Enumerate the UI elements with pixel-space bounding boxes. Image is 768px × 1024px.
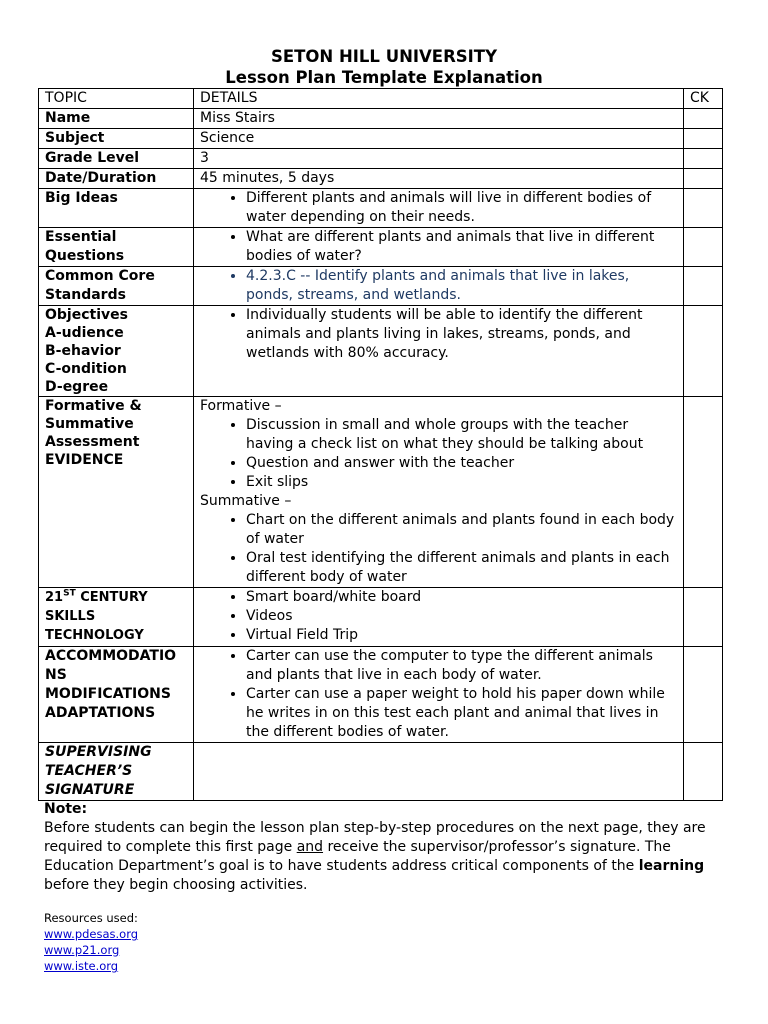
subject-value: Science	[194, 129, 684, 149]
label-line: Assessment	[45, 434, 140, 450]
list-item: • Carter can use a paper weight to hold his paper down while he writes in on this test each plant and animal that lives in the different bodies of water.	[246, 685, 677, 742]
list-item: • Carter can use the computer to type the different animals and plants that live in each body of water.	[246, 647, 677, 685]
duration-label: Date/Duration	[39, 169, 194, 189]
big-ideas-label: Big Ideas	[39, 189, 194, 228]
name-label: Name	[39, 109, 194, 129]
century-skills-ck	[684, 588, 723, 647]
list-item: • Discussion in small and whole groups with the teacher having a check list on what they should be talking about	[246, 416, 677, 454]
details-header: DETAILS	[194, 89, 684, 109]
accommodations-ck	[684, 647, 723, 743]
subject-ck	[684, 129, 723, 149]
label-line: TEACHER’S	[45, 763, 133, 779]
table-header-row	[39, 89, 723, 109]
name-value: Miss Stairs	[194, 109, 684, 129]
note-text-part: Before students can begin the lesson plan step-by-step procedures on the next page, they are required to complete this first page	[44, 820, 706, 855]
university-title: SETON HILL UNIVERSITY	[270, 47, 498, 66]
label-line: ACCOMMODATIO	[45, 648, 177, 664]
list-item: • Chart on the different animals and plants found in each body of water	[246, 511, 677, 549]
objectives-details	[194, 306, 684, 397]
century-skills-row	[39, 588, 723, 647]
subject-row	[39, 129, 723, 149]
ck-header: CK	[684, 89, 723, 109]
grade-label: Grade Level	[39, 149, 194, 169]
century-skills-details	[194, 588, 684, 647]
list-item: • Exit slips	[246, 473, 677, 492]
grade-row	[39, 149, 723, 169]
standards-label	[39, 267, 194, 306]
label-line: C-ondition	[45, 361, 127, 377]
duration-ck	[684, 169, 723, 189]
accommodations-row	[39, 647, 723, 743]
grade-value: 3	[194, 149, 684, 169]
name-ck	[684, 109, 723, 129]
essential-questions-row	[39, 228, 723, 267]
label-line: SUPERVISING	[45, 744, 152, 760]
label-line: Objectives	[45, 307, 128, 323]
list-item: • Oral test identifying the different animals and plants in each different body of water	[246, 549, 677, 587]
signature-ck	[684, 743, 723, 801]
essential-questions-details	[194, 228, 684, 267]
standards-ck	[684, 267, 723, 306]
assessment-details	[194, 397, 684, 588]
duration-row	[39, 169, 723, 189]
label-line: A-udience	[45, 325, 124, 341]
lesson-plan-table	[38, 88, 723, 801]
objectives-ck	[684, 306, 723, 397]
list-item: • Different plants and animals will live in different bodies of water depending on their needs.	[246, 189, 677, 227]
list-item: • Virtual Field Trip	[246, 626, 677, 645]
formative-heading: Formative –	[200, 398, 282, 414]
resources-section	[44, 910, 138, 974]
label-line: SIGNATURE	[45, 782, 135, 798]
century-skills-label	[39, 588, 194, 647]
note-text-part: receive the supervisor/professor’s signature. The Education Department’s goal is to have students address critical components of the	[44, 839, 671, 874]
standards-row	[39, 267, 723, 306]
list-item: • 4.2.3.C -- Identify plants and animals that live in lakes, ponds, streams, and wetlands.	[246, 267, 677, 305]
label-number: 21	[45, 590, 64, 605]
note-underlined: and	[296, 839, 324, 855]
signature-field[interactable]	[194, 743, 684, 801]
label-line	[45, 588, 187, 607]
document-subtitle: Lesson Plan Template Explanation	[225, 68, 543, 87]
accommodations-details	[194, 647, 684, 743]
label-line: Standards	[45, 287, 126, 303]
essential-questions-label	[39, 228, 194, 267]
essential-questions-ck	[684, 228, 723, 267]
label-line: B-ehavior	[45, 343, 121, 359]
label-superscript: ST	[63, 588, 76, 599]
assessment-row	[39, 397, 723, 588]
label-text: CENTURY	[75, 590, 148, 605]
name-row	[39, 109, 723, 129]
objectives-label	[39, 306, 194, 397]
label-line: Questions	[45, 248, 125, 264]
standards-details	[194, 267, 684, 306]
label-line: Essential	[45, 229, 117, 245]
big-ideas-details	[194, 189, 684, 228]
big-ideas-ck	[684, 189, 723, 228]
resource-link-p21[interactable]: www.p21.org	[44, 943, 120, 957]
label-line: Summative	[45, 416, 134, 432]
label-line: Common Core	[45, 268, 155, 284]
label-line: SKILLS	[45, 609, 96, 624]
note-bold: learning	[638, 858, 705, 874]
list-item: • Question and answer with the teacher	[246, 454, 677, 473]
topic-header: TOPIC	[39, 89, 194, 109]
duration-value: 45 minutes, 5 days	[194, 169, 684, 189]
list-item: • What are different plants and animals that live in different bodies of water?	[246, 228, 677, 266]
list-item: • Videos	[246, 607, 677, 626]
note-text	[44, 819, 744, 895]
objectives-row	[39, 306, 723, 397]
label-line: EVIDENCE	[45, 452, 124, 468]
summative-heading: Summative –	[200, 493, 292, 509]
note-text-part: before they begin choosing activities.	[44, 877, 308, 893]
signature-row	[39, 743, 723, 801]
resources-heading: Resources used:	[44, 911, 138, 925]
grade-ck	[684, 149, 723, 169]
resource-link-pdesas[interactable]: www.pdesas.org	[44, 927, 139, 941]
list-item: • Smart board/white board	[246, 588, 677, 607]
assessment-ck	[684, 397, 723, 588]
big-ideas-row	[39, 189, 723, 228]
label-line: ADAPTATIONS	[45, 705, 156, 721]
signature-label	[39, 743, 194, 801]
resource-link-iste[interactable]: www.iste.org	[44, 959, 119, 973]
note-heading: Note:	[44, 801, 88, 817]
list-item: • Individually students will be able to identify the different animals and plants living in lakes, streams, ponds, and wetlands with 80% accuracy.	[246, 306, 677, 363]
label-line: D-egree	[45, 379, 109, 395]
subject-label: Subject	[39, 129, 194, 149]
label-line: MODIFICATIONS	[45, 686, 171, 702]
label-line: NS	[45, 667, 67, 683]
label-line: Formative &	[45, 398, 142, 414]
label-line: TECHNOLOGY	[45, 628, 144, 643]
assessment-label	[39, 397, 194, 588]
note-section	[44, 800, 744, 895]
accommodations-label	[39, 647, 194, 743]
